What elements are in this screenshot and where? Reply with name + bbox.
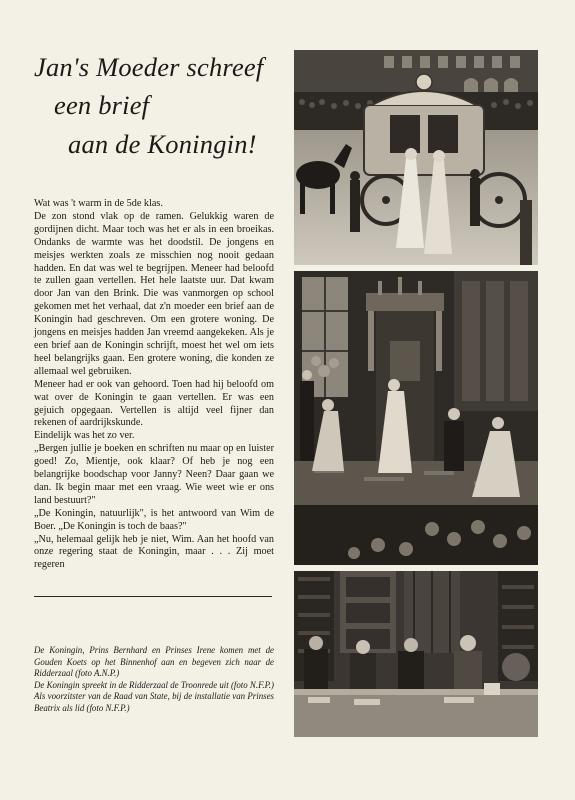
title-line-2: een brief (54, 90, 150, 121)
photo-raad-van-state (294, 571, 538, 737)
caption-1: De Koningin, Prins Bernhard en Prinses Irene komen met de Gouden Koets op het Binnenhof aan en begeven zich naar de Ridderzaal (foto A.N.P.) (34, 645, 274, 679)
page-title (34, 48, 284, 163)
body-paragraph: „Bergen jullie je boeken en schriften nu maar op en luister goed! Zo, Mientje, ook klaar? Of heb je nog een belangrijke boodschap voor Janny? Neen? Daar gaan we dan. Ik begin maar met een vraag. Wie weet wie er ons land bestuurt?" (34, 443, 274, 506)
body-paragraph: Eindelijk was het zo ver. (34, 430, 135, 442)
article-body (34, 198, 274, 572)
body-paragraph: „Nu, helemaal gelijk heb je niet, Wim. Aan het hoofd van onze regering staat de Koningin, maar . . . Zij moet regeren (34, 533, 274, 571)
body-paragraph: Wat was 't warm in de 5de klas. (34, 198, 163, 209)
photo-golden-coach (294, 50, 538, 265)
caption-divider (34, 596, 272, 597)
title-line-3: aan de Koningin! (68, 128, 257, 159)
body-paragraph: Meneer had er ook van gehoord. Toen had hij beloofd om wat over de Koningin te gaan vertellen. Er was een gejuich opgegaan. Vertellen is altijd veel fijner dan rekenen of aardrijkskunde. (34, 378, 274, 429)
photo-captions (34, 645, 274, 715)
caption-3: Als voorzitster van de Raad van State, bij de installatie van Prinses Beatrix als lid (foto N.F.P.) (34, 691, 274, 713)
caption-2: De Koningin spreekt in de Ridderzaal de Troonrede uit (foto N.F.P.) (34, 679, 275, 690)
title-line-1: Jan's Moeder schreef (34, 52, 264, 82)
photo-ridderzaal-throne (294, 271, 538, 565)
body-paragraph: De zon stond vlak op de ramen. Gelukkig waren de gordijnen dicht. Maar toch was het er als in een broeikas. Ondanks de warmte was het doodstil. De jongens en meisjes werkten zoals ze misschien nog nooit gedaan hadden. En dat was wel te begrijpen. Meneer had beloofd te zullen gaan vertellen. Het hele laatste uur. Dat kwam door Jan van den Brink. Die was vanmorgen op school gekomen met het verhaal, dat z'n moeder een brief aan de Koningin had geschreven. Om een grotere woning. De jongens en meisjes hadden Jan vreemd aangekeken. Als je een brief aan de Koningin schrijft, moest het wel om iets heel belangrijks gaan. Een grotere woning, die konden ze allemaal wel gebruiken. (34, 210, 274, 377)
body-paragraph: „De Koningin, natuurlijk", is het antwoord van Wim de Boer. „De Koningin is toch de baas?" (34, 507, 274, 532)
